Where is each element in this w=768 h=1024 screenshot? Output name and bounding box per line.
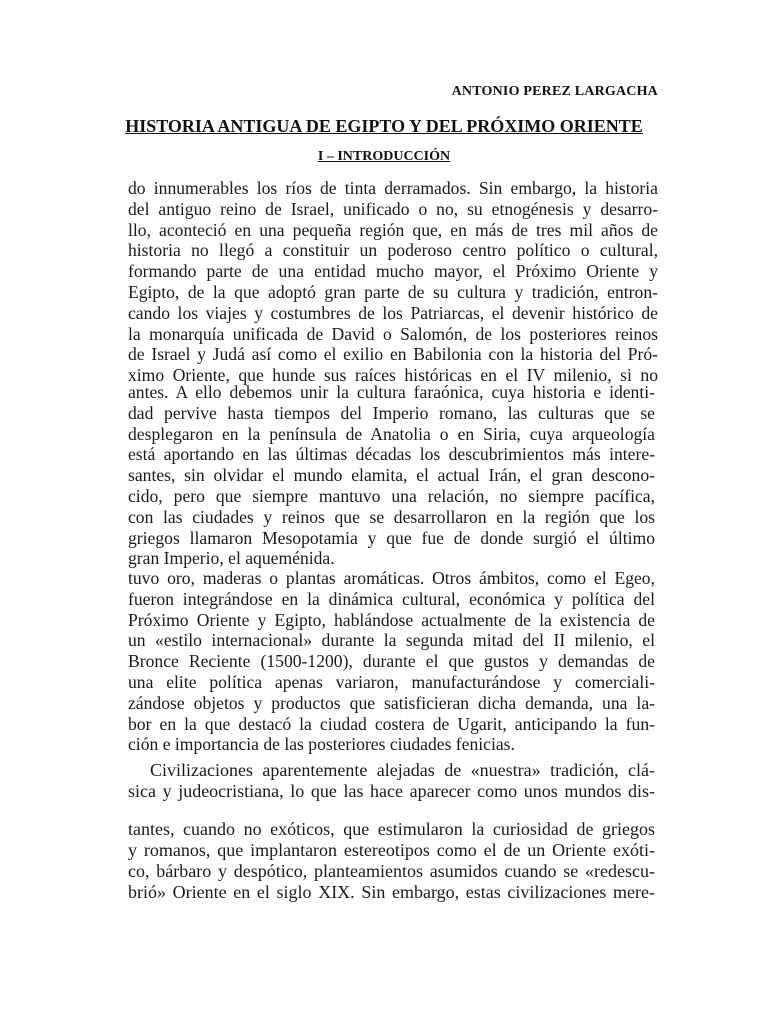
text-line: y romanos, que implantaron estereotipos como el de un Oriente exóti- bbox=[128, 840, 655, 860]
text-line: Próximo Oriente y Egipto, hablándose actualmente de la existencia de bbox=[128, 609, 655, 630]
text-line: ción e importancia de las posteriores ciudades fenicias. bbox=[128, 734, 515, 755]
document-title: HISTORIA ANTIGUA DE EGIPTO Y DEL PRÓXIMO ORIENTE bbox=[125, 116, 643, 136]
text-line: antes. A ello debemos unir la cultura faraónica, cuya historia e identi- bbox=[128, 382, 655, 402]
author-name: ANTONIO PEREZ LARGACHA bbox=[451, 84, 658, 99]
text-line: Civilizaciones aparentemente alejadas de «nuestra» tradición, clá- bbox=[150, 760, 655, 780]
text-line: fueron integrándose en la dinámica cultural, económica y política del bbox=[128, 588, 655, 609]
text-line: dad pervive hasta tiempos del Imperio romano, las culturas que se bbox=[128, 402, 655, 423]
text-line: tuvo oro, maderas o plantas aromáticas. Otros ámbitos, como el Egeo, bbox=[128, 568, 655, 588]
text-line: con las ciudades y reinos que se desarrollaron en la región que los bbox=[128, 506, 655, 527]
text-line: una elite política apenas variaron, manufacturándose y comerciali- bbox=[128, 671, 655, 692]
text-line: santes, sin olvidar el mundo elamita, el actual Irán, el gran descono- bbox=[128, 465, 655, 486]
text-line: llo, aconteció en una pequeña región que, en más de tres mil años de bbox=[128, 219, 658, 240]
paragraph-block-2 bbox=[128, 382, 655, 569]
text-line: Bronce Reciente (1500-1200), durante el que gustos y demandas de bbox=[128, 651, 655, 672]
text-line: zándose objetos y productos que satisficieran dicha demanda, una la- bbox=[128, 692, 655, 713]
text-line: do innumerables los ríos de tinta derramados. Sin embargo, la historia bbox=[128, 178, 658, 198]
text-line: está aportando en las últimas décadas los descubrimientos más intere- bbox=[128, 444, 655, 465]
text-line: un «estilo internacional» durante la segunda mitad del II milenio, el bbox=[128, 630, 655, 651]
paragraph-block-5 bbox=[128, 819, 655, 903]
text-line: de Israel y Judá así como el exilio en Babilonia con la historia del Pró- bbox=[128, 344, 658, 365]
text-line: Egipto, de la que adoptó gran parte de su cultura y tradición, entron- bbox=[128, 281, 658, 302]
text-line: ximo Oriente, que hunde sus raíces históricas en el IV milenio, si no bbox=[128, 365, 658, 386]
text-line: cido, pero que siempre mantuvo una relación, no siempre pacífica, bbox=[128, 485, 655, 506]
text-line: historia no llegó a constituir un poderoso centro político o cultural, bbox=[128, 240, 658, 261]
text-line: formando parte de una entidad mucho mayor, el Próximo Oriente y bbox=[128, 261, 658, 282]
section-heading: I – INTRODUCCIÓN bbox=[317, 149, 451, 164]
text-line: bor en la que destacó la ciudad costera de Ugarit, anticipando la fun- bbox=[128, 713, 655, 734]
paragraph-block-4 bbox=[128, 760, 655, 802]
text-line: brió» Oriente en el siglo XIX. Sin embargo, estas civilizaciones mere- bbox=[128, 882, 655, 902]
text-line: gran Imperio, el aqueménida. bbox=[128, 548, 335, 569]
text-line: cando los viajes y costumbres de los Patriarcas, el devenir histórico de bbox=[128, 302, 658, 323]
text-line: tantes, cuando no exóticos, que estimularon la curiosidad de griegos bbox=[128, 819, 655, 839]
text-line: griegos llamaron Mesopotamia y que fue de donde surgió el último bbox=[128, 527, 655, 548]
text-line: co, bárbaro y despótico, planteamientos asumidos cuando se «redescu- bbox=[128, 861, 655, 881]
text-line: desplegaron en la península de Anatolia o en Siria, cuya arqueología bbox=[128, 423, 655, 444]
paragraph-block-3 bbox=[128, 568, 655, 755]
text-line: la monarquía unificada de David o Salomón, de los posteriores reinos bbox=[128, 323, 658, 344]
text-line: del antiguo reino de Israel, unificado o no, su etnogénesis y desarro- bbox=[128, 198, 658, 219]
text-line: sica y judeocristiana, lo que las hace aparecer como unos mundos dis- bbox=[128, 780, 655, 801]
paragraph-block-1 bbox=[128, 178, 658, 386]
